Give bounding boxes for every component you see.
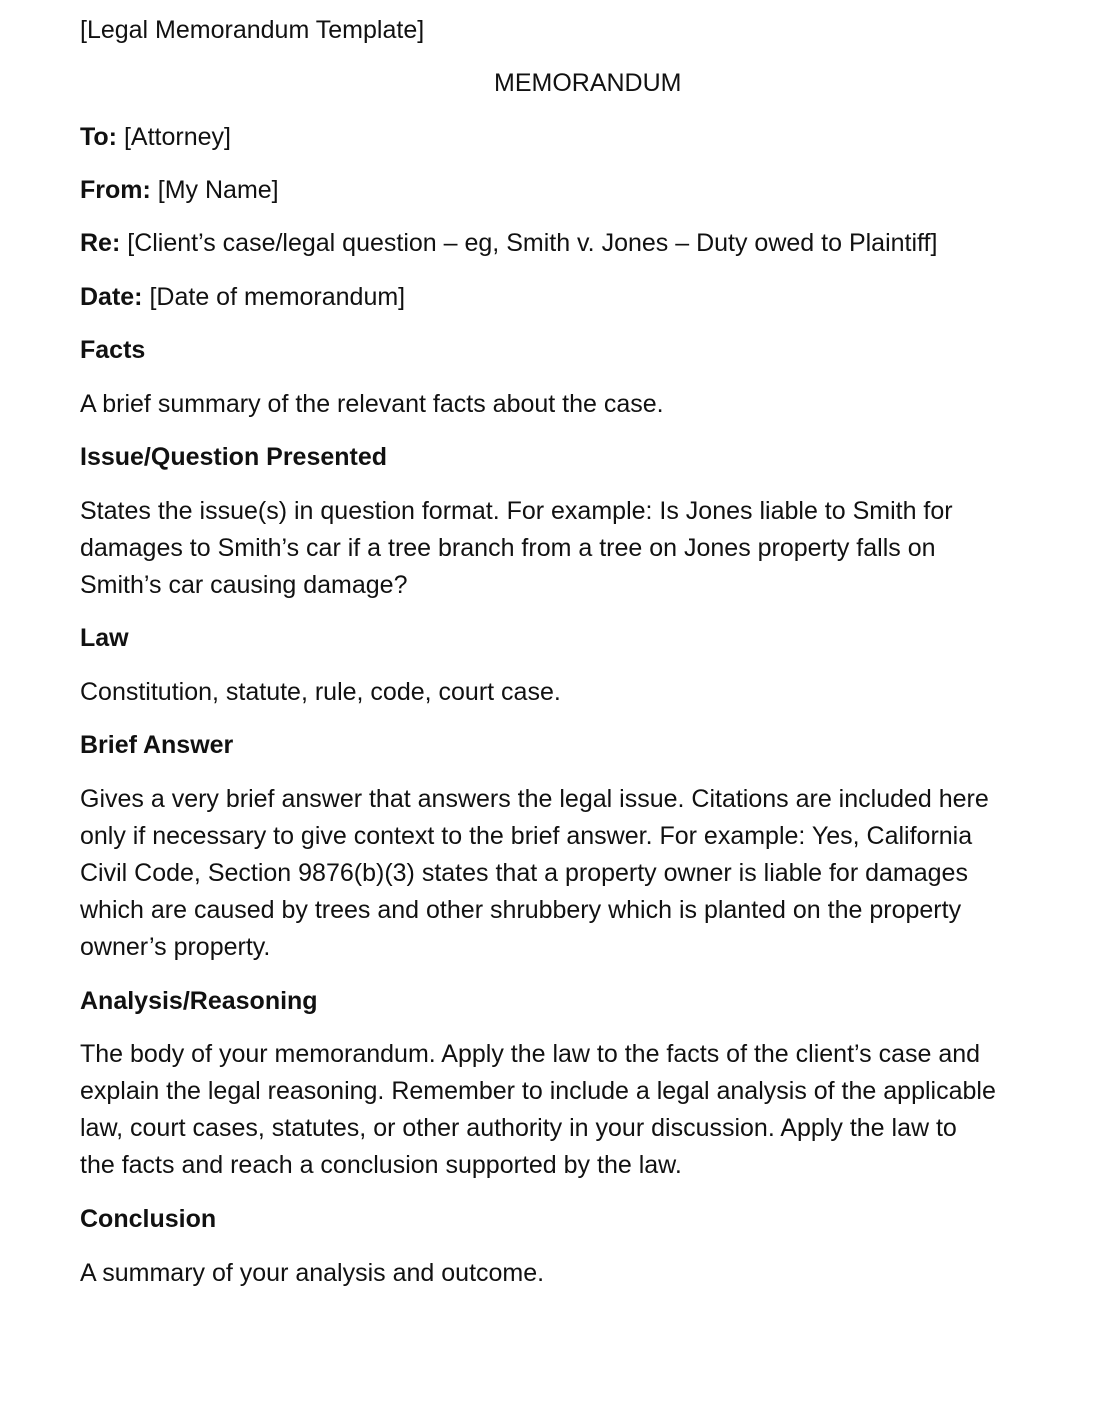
- date-line: [80, 281, 405, 313]
- brief-answer-line: owner’s property.: [80, 933, 271, 961]
- re-line: [80, 227, 937, 259]
- to-label: To:: [80, 123, 118, 151]
- memo-title: MEMORANDUM: [494, 69, 682, 97]
- analysis-line: law, court cases, statutes, or other authority in your discussion. Apply the law to: [80, 1114, 957, 1142]
- to-value: [Attorney]: [123, 123, 231, 151]
- analysis-body: [80, 1036, 1030, 1184]
- facts-body-line: A brief summary of the relevant facts about the case.: [80, 390, 664, 418]
- from-line: [80, 174, 279, 206]
- issue-body: [80, 493, 1030, 604]
- law-body: [80, 674, 1030, 711]
- analysis-line: the facts and reach a conclusion supported by the law.: [80, 1151, 682, 1179]
- conclusion-heading: Conclusion: [80, 1205, 217, 1233]
- from-value: [My Name]: [157, 176, 279, 204]
- re-label: Re:: [80, 229, 121, 257]
- date-label: Date:: [80, 283, 143, 311]
- brief-answer-body: [80, 781, 1030, 966]
- brief-answer-line: which are caused by trees and other shrubbery which is planted on the property: [80, 896, 962, 924]
- brief-answer-heading: Brief Answer: [80, 731, 234, 759]
- facts-body: [80, 386, 1030, 423]
- date-value: [Date of memorandum]: [149, 283, 406, 311]
- from-label: From:: [80, 176, 151, 204]
- conclusion-body: [80, 1255, 1030, 1292]
- issue-body-line: damages to Smith’s car if a tree branch from a tree on Jones property falls on: [80, 534, 936, 562]
- analysis-line: The body of your memorandum. Apply the law to the facts of the client’s case and: [80, 1040, 981, 1068]
- issue-body-line: States the issue(s) in question format. For example: Is Jones liable to Smith for: [80, 497, 953, 525]
- brief-answer-line: Civil Code, Section 9876(b)(3) states that a property owner is liable for damages: [80, 859, 968, 887]
- issue-heading: Issue/Question Presented: [80, 443, 388, 471]
- issue-body-line: Smith’s car causing damage?: [80, 571, 408, 599]
- template-label: [Legal Memorandum Template]: [80, 16, 425, 44]
- law-body-line: Constitution, statute, rule, code, court case.: [80, 678, 561, 706]
- analysis-heading: Analysis/Reasoning: [80, 987, 318, 1015]
- brief-answer-line: only if necessary to give context to the brief answer. For example: Yes, California: [80, 822, 973, 850]
- facts-heading: Facts: [80, 336, 146, 364]
- re-value: [Client’s case/legal question – eg, Smith v. Jones – Duty owed to Plaintiff]: [127, 229, 938, 257]
- brief-answer-line: Gives a very brief answer that answers the legal issue. Citations are included here: [80, 785, 989, 813]
- law-heading: Law: [80, 624, 129, 652]
- to-line: [80, 121, 231, 153]
- conclusion-body-line: A summary of your analysis and outcome.: [80, 1259, 545, 1287]
- analysis-line: explain the legal reasoning. Remember to include a legal analysis of the applicable: [80, 1077, 996, 1105]
